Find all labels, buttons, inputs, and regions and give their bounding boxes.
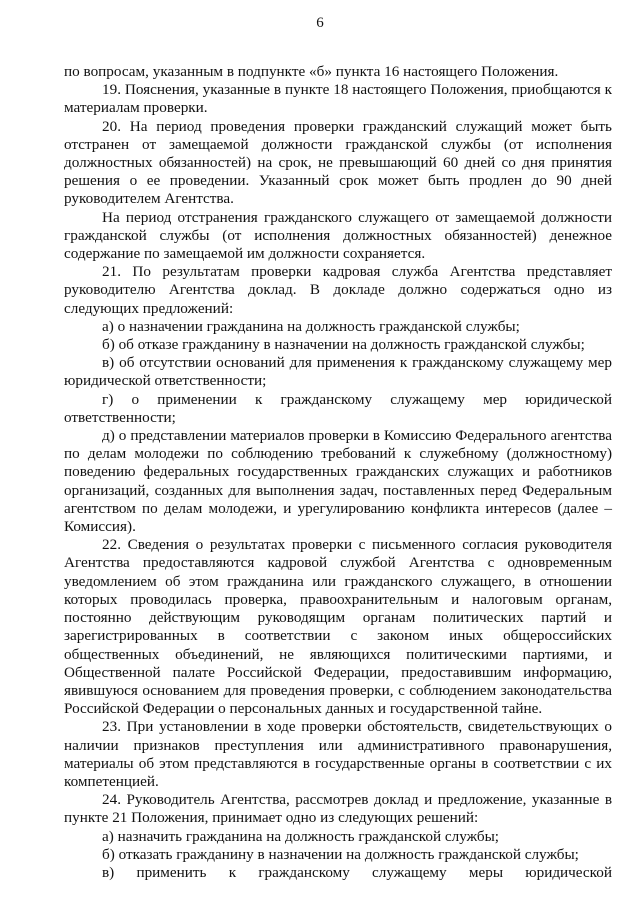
paragraph-21: 21. По результатам проверки кадровая служба Агентства представляет руководителю Агентства доклад. В докладе должно содержаться одно из следующих предложений: bbox=[64, 263, 612, 317]
paragraph-21-item-a: а) о назначении гражданина на должность гражданской службы; bbox=[102, 317, 520, 335]
paragraph-19: 19. Пояснения, указанные в пункте 18 настоящего Положения, приобщаются к материалам проверки. bbox=[64, 81, 612, 117]
paragraph-24: 24. Руководитель Агентства, рассмотрев доклад и предложение, указанные в пункте 21 Положения, принимает одно из следующих решений: bbox=[64, 791, 612, 827]
paragraph-23: 23. При установлении в ходе проверки обстоятельств, свидетельствующих о наличии признаков преступления или административного правонарушения, материалы об этом представляются в государственные органы в соответствии с их компетенцией. bbox=[64, 718, 612, 790]
paragraph-24-item-b: б) отказать гражданину в назначении на должность гражданской службы; bbox=[102, 845, 579, 863]
paragraph-24-item-v: в) применить к гражданскому служащему меры юридической bbox=[102, 863, 612, 881]
paragraph-20-suspension-pay: На период отстранения гражданского служащего от замещаемой должности гражданской службы (от исполнения должностных обязанностей) денежное содержание по замещаемой им должности сохраняется. bbox=[64, 208, 612, 263]
paragraph-21-item-g: г) о применении к гражданскому служащему мер юридической ответственности; bbox=[64, 390, 612, 426]
paragraph-20: 20. На период проведения проверки гражданский служащий может быть отстранен от замещаемой должности гражданской службы (от исполнения должностных обязанностей) на срок, не превышающий 60 дней со дня принятия решения о ее проведении. Указанный срок может быть продлен до 90 дней руководителем Агентства. bbox=[64, 117, 612, 208]
paragraph-21-item-d: д) о представлении материалов проверки в Комиссию Федерального агентства по делам молодежи по соблюдению требований к служебному (должностному) поведению федеральных государственных гражданских служащих и работников организаций, созданных для выполнения задач, поставленных перед Федеральным агентством по делам молодежи, и урегулированию конфликта интересов (далее – Комиссия). bbox=[64, 427, 612, 536]
paragraph-24-item-a: а) назначить гражданина на должность гражданской службы; bbox=[102, 827, 500, 845]
paragraph-22: 22. Сведения о результатах проверки с письменного согласия руководителя Агентства предоставляются кадровой службой Агентства с одновременным уведомлением об этом гражданина или гражданского служащего, в отношении которых проводилась проверка, правоохранительным и налоговым органам, постоянно действующим руководящим органам политических партий и зарегистрированных в соответствии с законом иных общероссийских общественных объединений, не являющихся политическими партиями, и Общественной палате Российской Федерации, предоставившим информацию, явившуюся основанием для проведения проверки, с соблюдением законодательства Российской Федерации о персональных данных и государственной тайне. bbox=[64, 536, 612, 718]
paragraph-21-item-v: в) об отсутствии оснований для применения к гражданскому служащему мер юридической ответственности; bbox=[64, 354, 612, 390]
page-number: 6 bbox=[316, 15, 324, 31]
paragraph-continuation: по вопросам, указанным в подпункте «б» пункта 16 настоящего Положения. bbox=[64, 63, 559, 80]
paragraph-21-item-b: б) об отказе гражданину в назначении на должность гражданской службы; bbox=[102, 336, 585, 354]
document-body bbox=[64, 63, 612, 882]
